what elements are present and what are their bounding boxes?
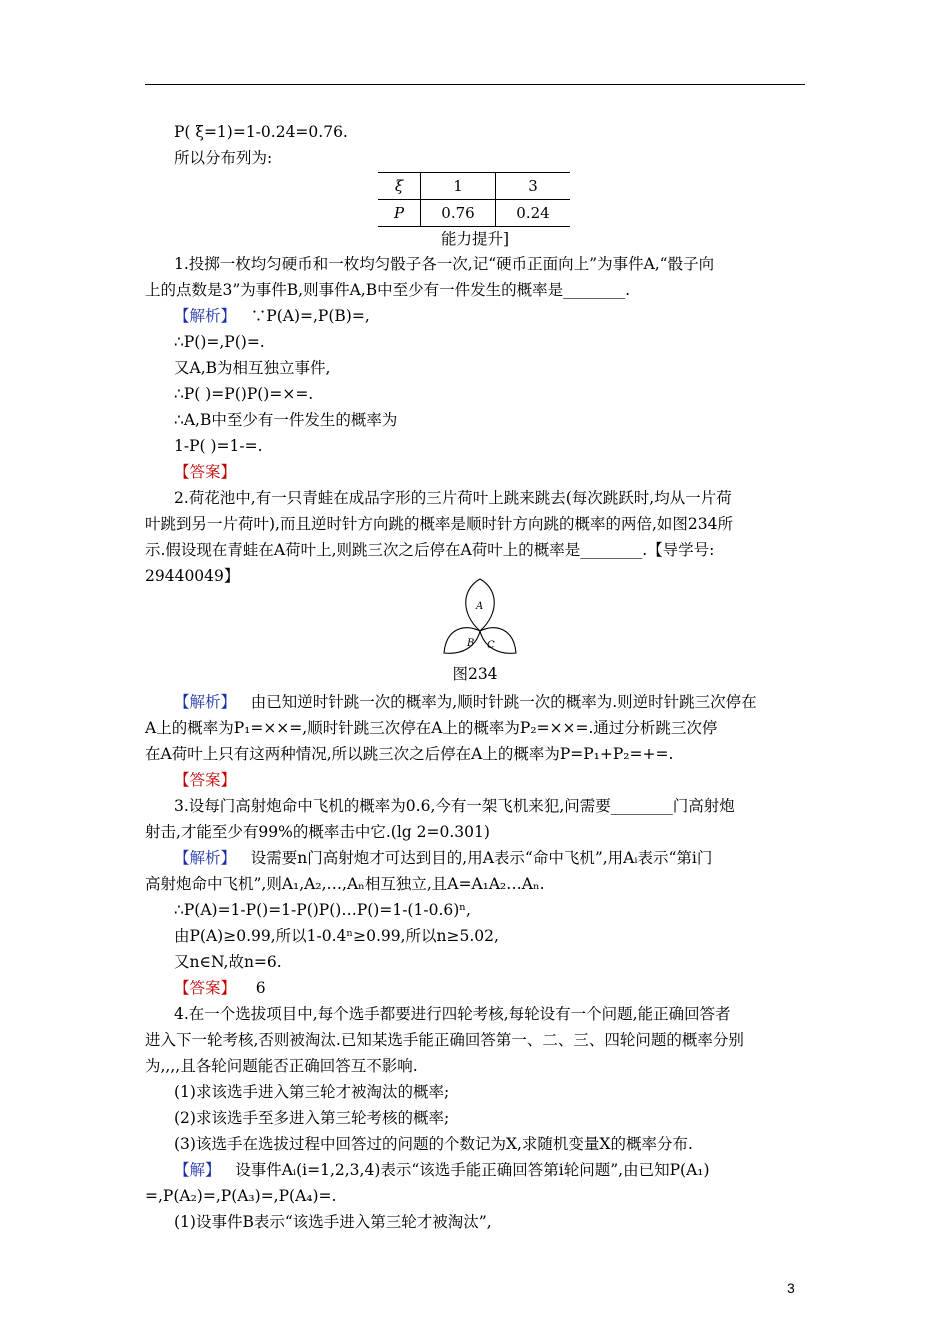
text-line: ∴P(A)=1-P()=1-P()P()…P()=1-(1-0.6)ⁿ, (174, 901, 471, 919)
text-line: 在A荷叶上只有这两种情况,所以跳三次之后停在A上的概率为P=P₁+P₂=+=. (145, 745, 674, 763)
answer-value: 6 (255, 979, 266, 997)
text-line: 由P(A)≥0.99,所以1-0.4ⁿ≥0.99,所以n≥5.02, (174, 927, 499, 945)
answer-tag-text: 【答案】 (174, 771, 237, 789)
distribution-table (378, 172, 570, 227)
q2-stem: 叶跳到另一片荷叶),而且逆时针方向跳的概率是顺时针方向跳的概率的两倍,如图234所 (145, 515, 733, 533)
q4-part: (3)该选手在选拔过程中回答过的问题的个数记为X,求随机变量X的概率分布. (174, 1135, 693, 1153)
answer-tag-text: 【答案】 (174, 463, 237, 481)
solution-tag: 【解】 (174, 1161, 221, 1179)
text-span: 设需要n门高射炮才可达到目的,用A表示“命中飞机”,用Aᵢ表示“第i门 (250, 849, 713, 867)
q3-stem: 射击,才能至少有99%的概率击中它.(lg 2=0.301) (145, 823, 490, 841)
table-cell: P (378, 200, 421, 227)
text-line: A上的概率为P₁=××=,顺时针跳三次停在A上的概率为P₂=××=.通过分析跳三次停 (145, 719, 718, 737)
text-span: 由已知逆时针跳一次的概率为,顺时针跳一次的概率为.则逆时针跳三次停在 (250, 693, 757, 711)
leaf-label-a: A (476, 601, 484, 612)
text-line: (1)设事件B表示“该选手进入第三轮才被淘汰”, (174, 1213, 492, 1231)
table-cell: ξ (378, 173, 421, 200)
table-row (378, 173, 570, 200)
answer-tag (174, 462, 236, 482)
table-cell: 3 (496, 173, 571, 200)
q3-analysis-line (174, 848, 712, 868)
text-span: ∵P(A)=,P(B)=, (250, 307, 370, 325)
analysis-tag: 【解析】 (174, 693, 237, 711)
q3-stem: 3.设每门高射炮命中飞机的概率为0.6,今有一架飞机来犯,问需要________门高射炮 (174, 797, 735, 815)
q4-part: (1)求该选手进入第三轮才被淘汰的概率; (174, 1083, 450, 1101)
text-line: 高射炮命中飞机”,则A₁,A₂,…,Aₙ相互独立,且A=A₁A₂…Aₙ. (145, 875, 545, 893)
text-line: P( ξ=1)=1-0.24=0.76. (174, 123, 348, 141)
q4-stem: 为,,,,且各轮问题能否正确回答互不影响. (145, 1057, 418, 1075)
page-number: 3 (787, 1280, 795, 1296)
answer-line (174, 978, 266, 998)
q1-analysis-line (174, 306, 370, 326)
q1-stem: 上的点数是3”为事件B,则事件A,B中至少有一件发生的概率是________. (145, 281, 631, 299)
answer-tag-text: 【答案】 (174, 979, 237, 997)
q2-analysis-line (174, 692, 757, 712)
leaf-label-b: B (467, 638, 475, 649)
section-title: 能力提升] (440, 230, 510, 248)
text-line: 1-P( )=1-=. (174, 437, 263, 455)
q1-stem: 1.投掷一枚均匀硬币和一枚均匀骰子各一次,记“硬币正面向上”为事件A,“骰子向 (174, 255, 715, 273)
leaf-label-c: C (487, 640, 495, 651)
header-rule (145, 84, 805, 85)
analysis-tag: 【解析】 (174, 849, 237, 867)
table-cell: 0.24 (496, 200, 571, 227)
text-line: ∴P( )=P()P()=×=. (174, 385, 314, 403)
table-cell: 1 (421, 173, 496, 200)
figure-caption: 图234 (452, 665, 498, 683)
text-line: =,P(A₂)=,P(A₃)=,P(A₄)=. (145, 1187, 337, 1205)
text-line: ∴A,B中至少有一件发生的概率为 (174, 411, 398, 429)
lotus-leaf-figure (440, 573, 520, 657)
analysis-tag: 【解析】 (174, 307, 237, 325)
text-line: 又A,B为相互独立事件, (174, 359, 331, 377)
q4-stem: 进入下一轮考核,否则被淘汰.已知某选手能正确回答第一、二、三、四轮问题的概率分别 (145, 1031, 744, 1049)
q2-stem: 29440049】 (145, 567, 240, 585)
table-row (378, 200, 570, 227)
text-span: 设事件Aᵢ(i=1,2,3,4)表示“该选手能正确回答第i轮问题”,由已知P(A₁) (235, 1161, 710, 1179)
text-line: 又n∈N,故n=6. (174, 953, 282, 971)
table-cell: 0.76 (421, 200, 496, 227)
answer-tag (174, 770, 236, 790)
q4-solution-line (174, 1160, 710, 1180)
text-line: ∴P()=,P()=. (174, 333, 265, 351)
q2-stem: 2.荷花池中,有一只青蛙在成品字形的三片荷叶上跳来跳去(每次跳跃时,均从一片荷 (174, 489, 732, 507)
q2-stem: 示.假设现在青蛙在A荷叶上,则跳三次之后停在A荷叶上的概率是________.【导学号: (145, 541, 715, 559)
text-line: 所以分布列为: (174, 149, 273, 167)
q4-part: (2)求该选手至多进入第三轮考核的概率; (174, 1109, 450, 1127)
q4-stem: 4.在一个选拔项目中,每个选手都要进行四轮考核,每轮设有一个问题,能正确回答者 (174, 1005, 731, 1023)
